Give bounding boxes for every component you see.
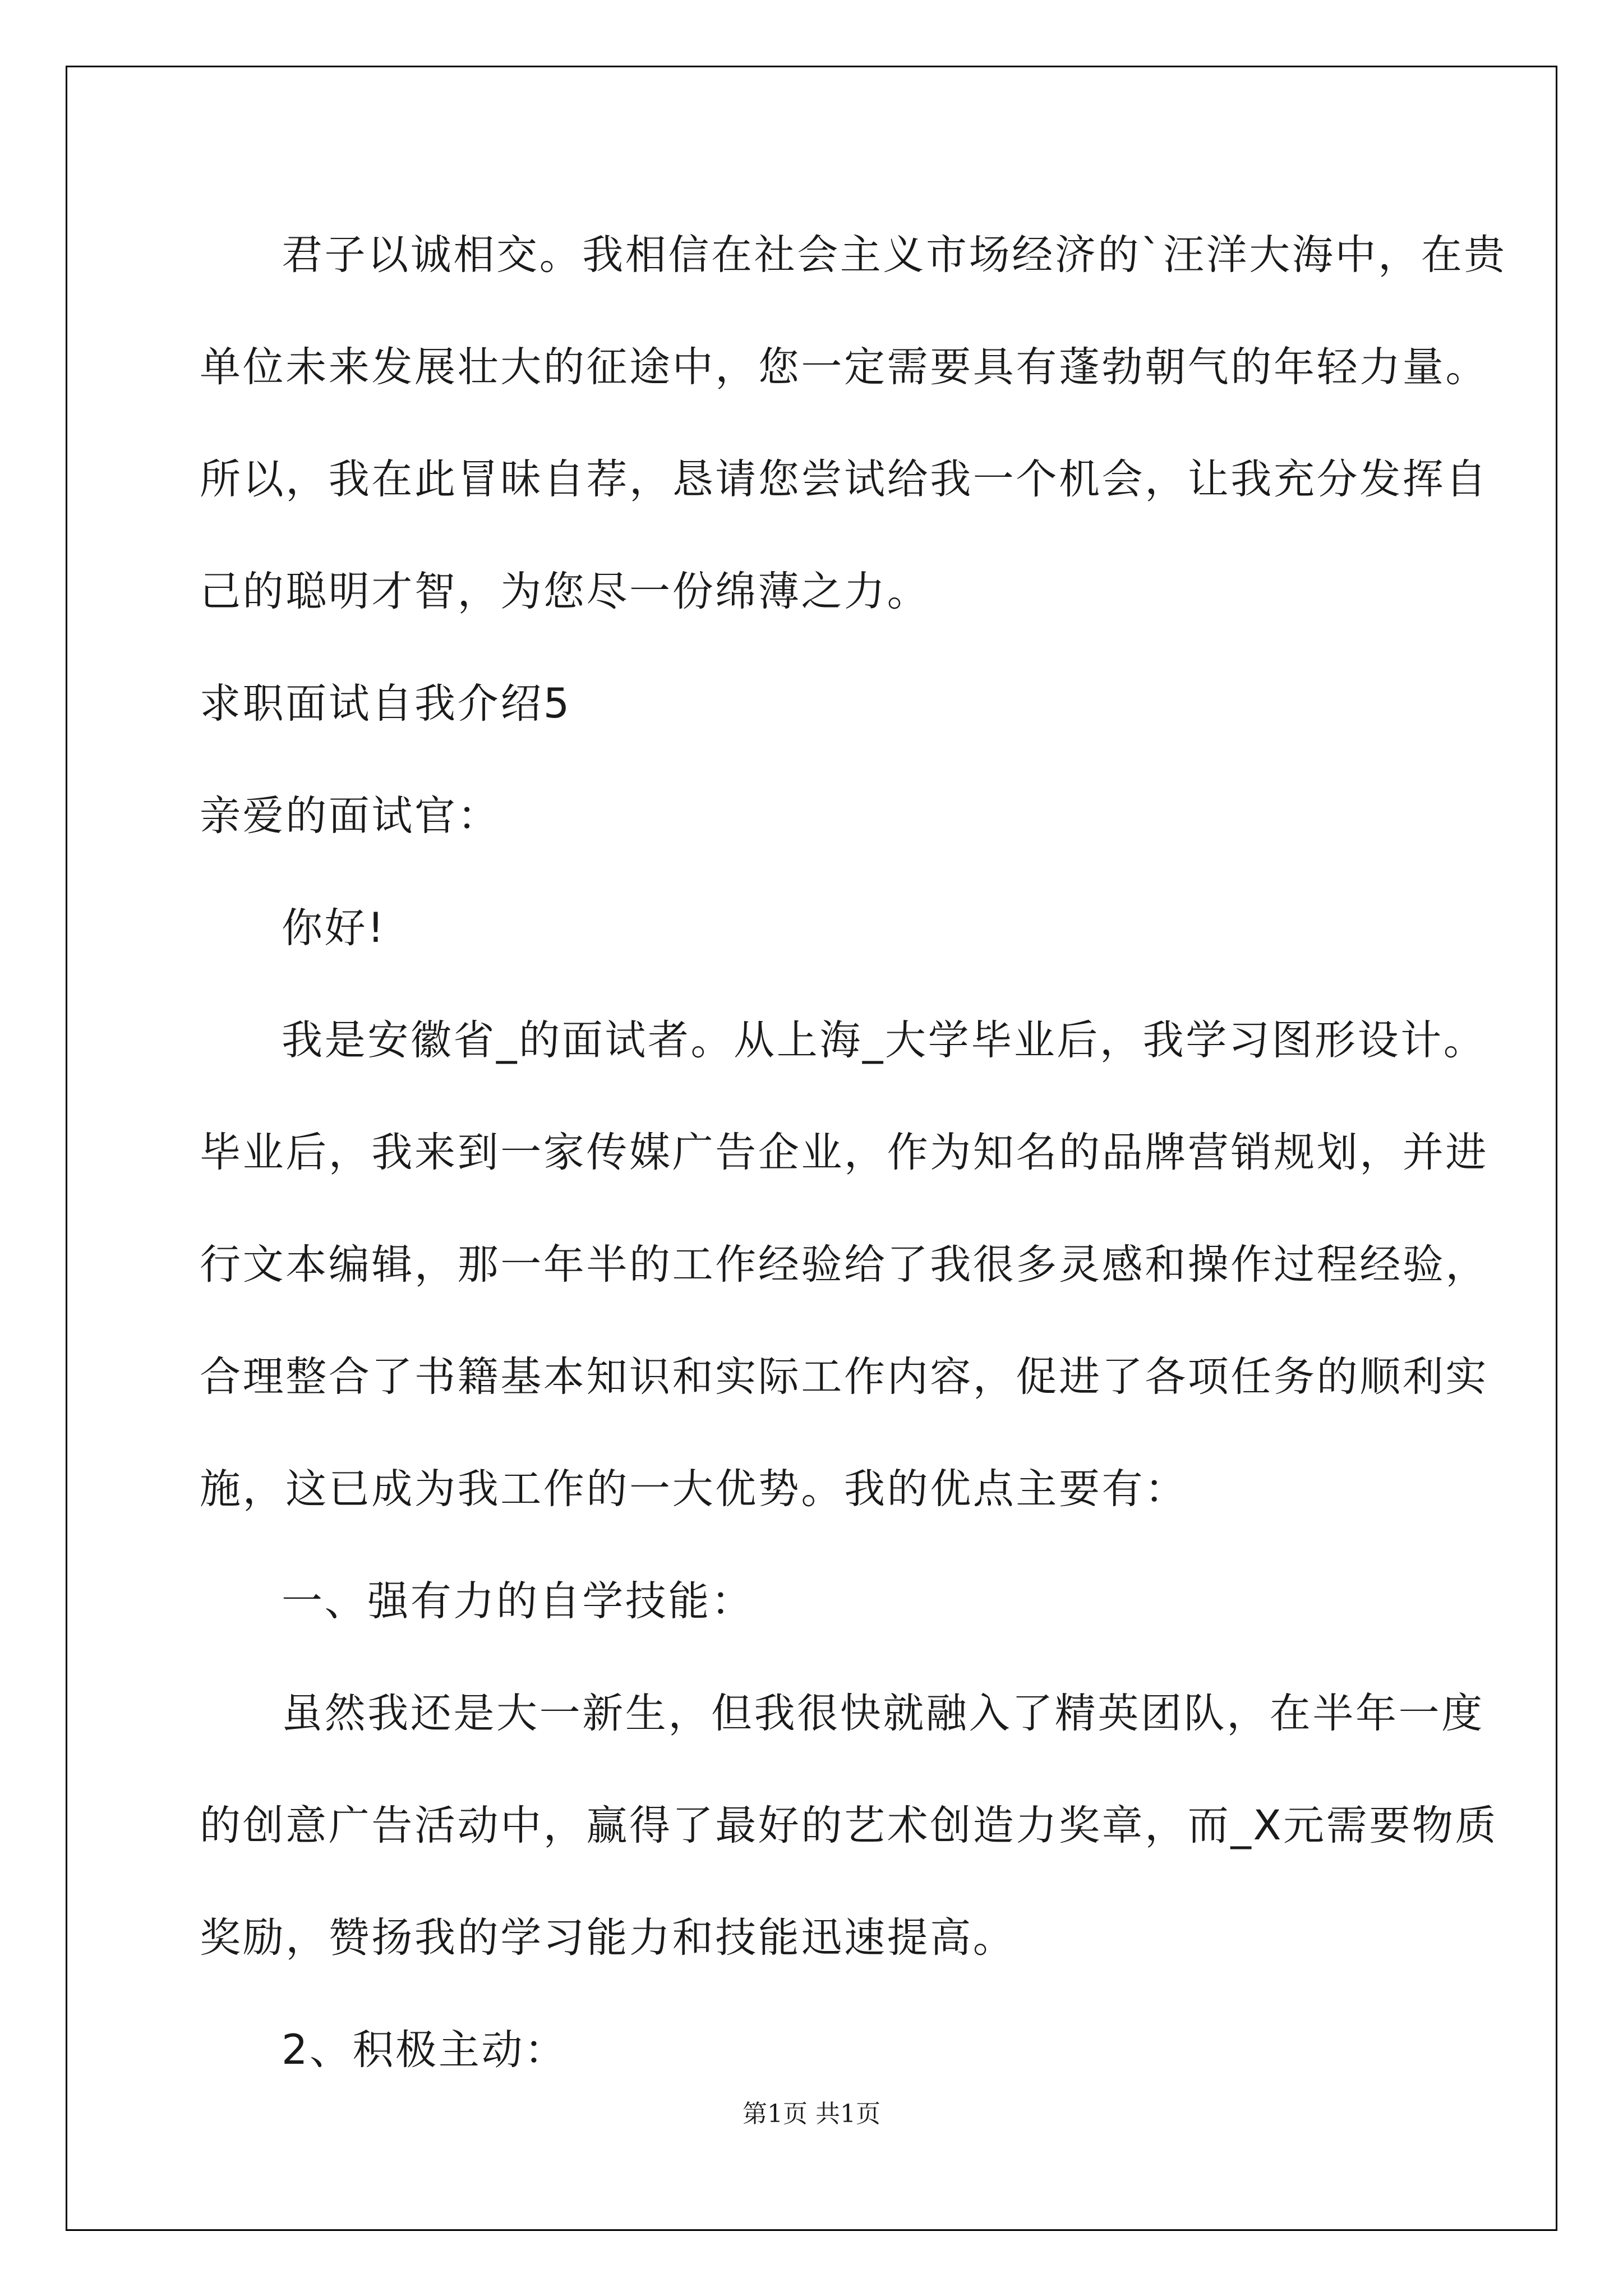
- paragraph-line: 奖励，赞扬我的学习能力和技能迅速提高。: [200, 1914, 1016, 1962]
- paragraph-line: 毕业后，我来到一家传媒广告企业，作为知名的品牌营销规划，并进: [200, 1129, 1488, 1176]
- paragraph-line: 所以，我在此冒昧自荐，恳请您尝试给我一个机会，让我充分发挥自: [200, 455, 1488, 503]
- list-heading: 一、强有力的自学技能：: [282, 1577, 754, 1625]
- paragraph-line: 君子以诚相交。我相信在社会主义市场经济的`汪洋大海中，在贵: [282, 231, 1507, 279]
- list-heading: 2、积极主动：: [282, 2026, 568, 2074]
- paragraph-line: 虽然我还是大一新生，但我很快就融入了精英团队，在半年一度: [282, 1690, 1484, 1737]
- paragraph-line: 我是安徽省_的面试者。从上海_大学毕业后，我学习图形设计。: [282, 1016, 1487, 1064]
- greeting: 你好!: [282, 904, 386, 952]
- paragraph-line: 的创意广告活动中，赢得了最好的艺术创造力奖章，而_X元需要物质: [200, 1802, 1498, 1849]
- salutation: 亲爱的面试官：: [200, 792, 501, 840]
- page-footer: 第1页 共1页: [743, 2100, 880, 2128]
- paragraph-line: 行文本编辑，那一年半的工作经验给了我很多灵感和操作过程经验，: [200, 1241, 1488, 1289]
- paragraph-line: 单位未来发展壮大的征途中，您一定需要具有蓬勃朝气的年轻力量。: [200, 343, 1488, 391]
- paragraph-line: 合理整合了书籍基本知识和实际工作内容，促进了各项任务的顺利实: [200, 1353, 1488, 1401]
- paragraph-line: 己的聪明才智，为您尽一份绵薄之力。: [200, 568, 930, 615]
- document-body: [200, 0, 1507, 2074]
- paragraph-line: 施，这已成为我工作的一大优势。我的优点主要有：: [200, 1465, 1188, 1513]
- section-heading: 求职面试自我介绍5: [200, 680, 571, 728]
